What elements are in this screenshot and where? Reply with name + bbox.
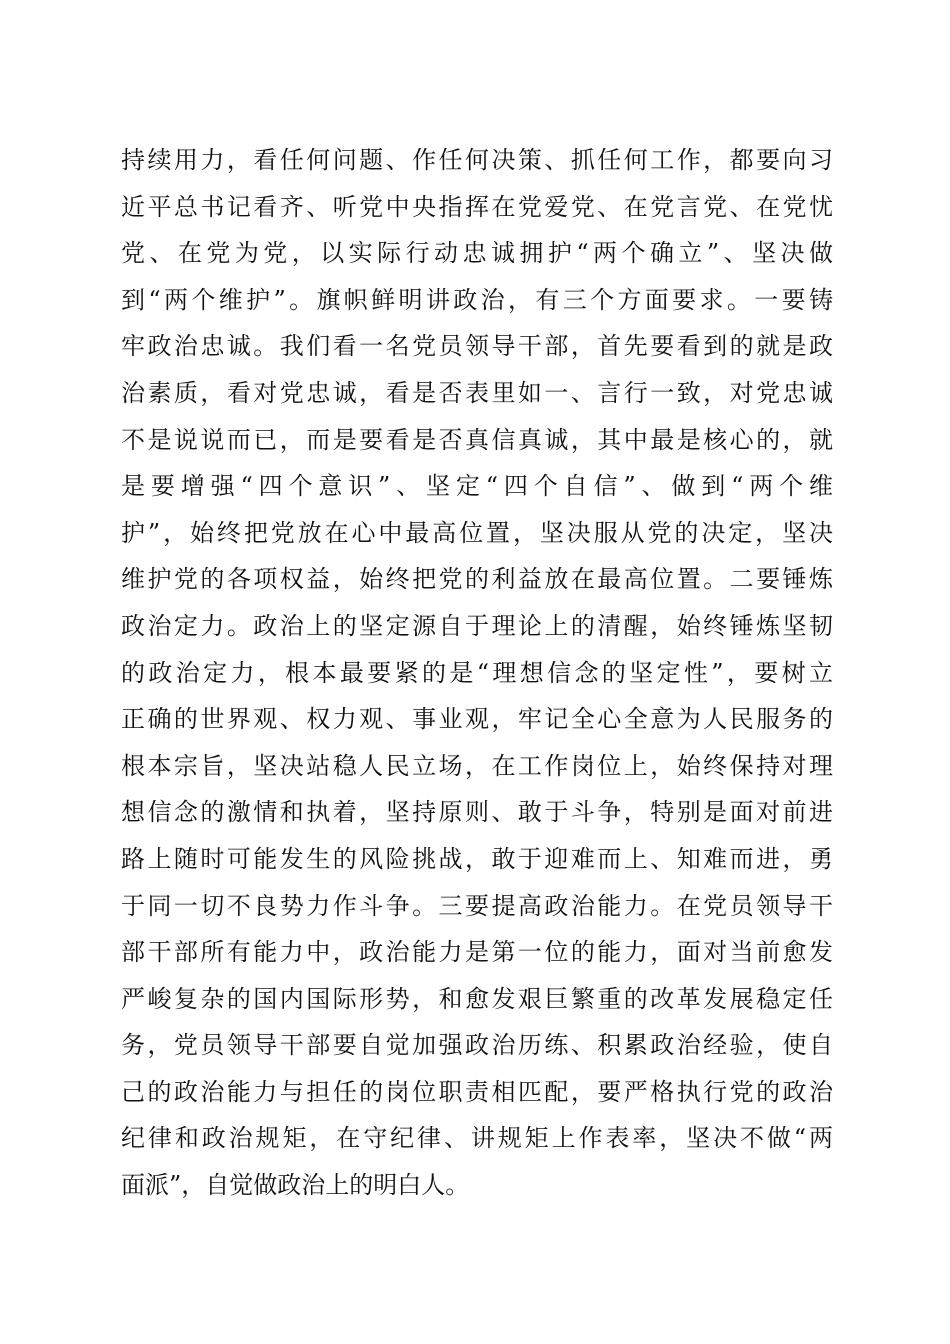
text-line: 面派”，自觉做政治上的明白人。 bbox=[121, 1171, 470, 1200]
text-line: 部干部所有能力中，政治能力是第一位的能力，面对当前愈发 bbox=[121, 938, 833, 967]
text-line: 党、在党为党，以实际行动忠诚拥护“两个确立”、坚决做 bbox=[121, 239, 833, 268]
text-line: 不是说说而已，而是要看是否真信真诚，其中最是核心的，就 bbox=[121, 425, 833, 454]
text-line: 路上随时可能发生的风险挑战，敢于迎难而上、知难而进，勇 bbox=[121, 844, 833, 873]
text-line: 政治定力。政治上的坚定源自于理论上的清醒，始终锤炼坚韧 bbox=[121, 611, 833, 640]
text-line: 维护党的各项权益，始终把党的利益放在最高位置。二要锤炼 bbox=[121, 565, 833, 594]
text-line: 严峻复杂的国内国际形势，和愈发艰巨繁重的改革发展稳定任 bbox=[121, 984, 833, 1013]
text-line: 的政治定力，根本最要紧的是“理想信念的坚定性”，要树立 bbox=[121, 658, 833, 687]
text-line: 根本宗旨，坚决站稳人民立场，在工作岗位上，始终保持对理 bbox=[121, 751, 833, 780]
text-line: 护”，始终把党放在心中最高位置，坚决服从党的决定，坚决 bbox=[121, 518, 833, 547]
text-line: 于同一切不良势力作斗争。三要提高政治能力。在党员领导干 bbox=[121, 891, 833, 920]
text-line: 正确的世界观、权力观、事业观，牢记全心全意为人民服务的 bbox=[121, 705, 833, 734]
text-line: 想信念的激情和执着，坚持原则、敢于斗争，特别是面对前进 bbox=[121, 798, 833, 827]
body-paragraph bbox=[121, 137, 833, 1209]
text-line: 是要增强“四个意识”、坚定“四个自信”、做到“两个维 bbox=[121, 472, 833, 501]
text-line: 到“两个维护”。旗帜鲜明讲政治，有三个方面要求。一要铸 bbox=[121, 285, 833, 314]
text-line: 牢政治忠诚。我们看一名党员领导干部，首先要看到的就是政 bbox=[121, 332, 833, 361]
text-line: 务，党员领导干部要自觉加强政治历练、积累政治经验，使自 bbox=[121, 1031, 833, 1060]
text-line: 己的政治能力与担任的岗位职责相匹配，要严格执行党的政治 bbox=[121, 1077, 833, 1106]
text-line: 持续用力，看任何问题、作任何决策、抓任何工作，都要向习 bbox=[121, 146, 833, 174]
text-line: 近平总书记看齐、听党中央指挥在党爱党、在党言党、在党忧 bbox=[121, 192, 833, 221]
text-line: 治素质，看对党忠诚，看是否表里如一、言行一致，对党忠诚 bbox=[121, 378, 833, 407]
text-line: 纪律和政治规矩，在守纪律、讲规矩上作表率，坚决不做“两 bbox=[121, 1124, 833, 1153]
